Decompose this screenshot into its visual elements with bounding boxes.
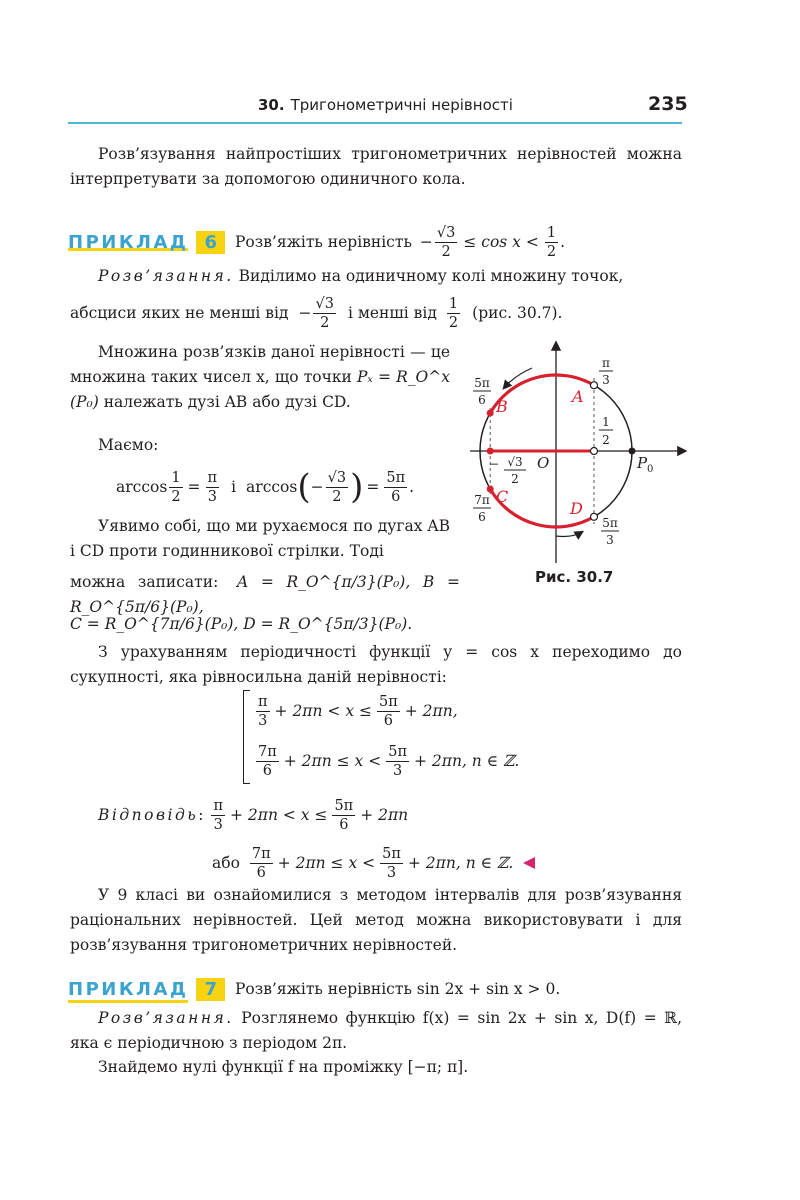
page-number: 235 xyxy=(648,93,688,115)
ineq-end: . xyxy=(560,232,565,251)
frac-num: 7π xyxy=(251,845,271,862)
answer-row2 xyxy=(212,840,535,886)
solution6-line2 xyxy=(70,290,682,336)
label-D: D xyxy=(570,499,583,518)
point-A xyxy=(591,382,598,389)
frac-den: 2 xyxy=(332,488,342,505)
sys2-frac-b xyxy=(386,743,409,780)
answer-colon: : xyxy=(198,806,204,824)
set-paragraph xyxy=(70,340,450,415)
ineq-frac-1-2 xyxy=(545,224,558,261)
arccos-minus: − xyxy=(310,478,324,496)
sys1-frac-a xyxy=(256,693,270,730)
eq2: = xyxy=(366,478,380,496)
point-minus-sqrt3 xyxy=(487,448,494,455)
label-P0-sub: 0 xyxy=(647,464,654,475)
paren-open: ( xyxy=(297,467,311,507)
ineq-frac-sqrt3-2 xyxy=(435,224,457,261)
ineq-minus: − xyxy=(419,232,433,251)
solution7-text: Розглянемо функцію f(x) = sin 2x + sin x, D(f) = ℝ, яка є періодичною з періодом 2π. xyxy=(70,1009,682,1052)
example7-heading xyxy=(68,974,688,1004)
frac-num: π xyxy=(213,797,223,814)
imagine-paragraph: Уявимо собі, що ми рухаємося по дугах AB і CD проти годинникової стрілки. Тоді xyxy=(70,517,450,560)
solution6-line1 xyxy=(70,264,682,289)
frac-den: 2 xyxy=(441,243,451,260)
grade9-paragraph: У 9 класі ви ознайомилися з методом інтервалів для розв’язування раціональних нерівностей. Цей метод можна використовувати і для розв’язування тригонометричних нерівностей. xyxy=(70,886,682,954)
tick-msqrt-den: 2 xyxy=(511,472,519,486)
frac-den: 6 xyxy=(256,864,266,881)
ineq-middle: ≤ cos x < xyxy=(463,232,539,251)
set-text: Множина розв’язків даної нерівності — це множина таких чисел x, що точки xyxy=(70,343,450,386)
example7-number: 7 xyxy=(196,978,225,1001)
label-C: C xyxy=(496,487,509,506)
set-formula: Pₓ = R_O^x (P₀) xyxy=(70,368,450,411)
answer-or: або xyxy=(212,854,240,872)
sol6-text-b: і менші від xyxy=(347,303,437,322)
zeros-paragraph: Знайдемо нулі функції f на проміжку [−π; π]. xyxy=(98,1058,469,1076)
figure-caption: Рис. 30.7 xyxy=(535,568,614,586)
paren-close: ) xyxy=(350,467,364,507)
arccos-dot: . xyxy=(409,478,415,496)
frac-den: 6 xyxy=(339,816,349,833)
frac-den: 2 xyxy=(320,314,330,331)
frac-num: 1 xyxy=(171,469,181,486)
periodicity-paragraph: З урахуванням періодичності функції y = cos x переходимо до сукупності, яка рівносильна даній нерівності: xyxy=(70,643,682,686)
sol6-minus: − xyxy=(298,303,312,322)
answer-label: Відповідь xyxy=(98,806,199,824)
frac-den: 6 xyxy=(262,762,272,779)
system-row2 xyxy=(254,738,519,784)
arccos-frac-pi3 xyxy=(206,469,220,506)
intro-paragraph: Розв’язування найпростіших тригонометричних нерівностей можна інтерпретувати за допомогою одиничного кола. xyxy=(70,145,682,188)
sol6-frac-sqrt3 xyxy=(313,295,335,332)
system-row1 xyxy=(254,688,458,734)
solution-label: Розв’язання. xyxy=(98,267,234,285)
tick-msqrt-num: √3 xyxy=(507,455,523,469)
frac-den: 3 xyxy=(258,712,268,729)
tick-msqrt-sign: − xyxy=(488,457,500,471)
sys1-frac-b xyxy=(377,693,400,730)
frac-num: 5π xyxy=(378,693,398,710)
point-D xyxy=(591,513,598,520)
solution7-label: Розв’язання. xyxy=(98,1009,234,1027)
point-half xyxy=(591,448,598,455)
tick-pi3-den: 3 xyxy=(602,373,610,387)
maemo: Маємо: xyxy=(98,436,159,454)
sys2-mid: + 2πn ≤ x < xyxy=(283,752,382,770)
frac-den: 6 xyxy=(383,712,393,729)
tick-7pi6-num: 7π xyxy=(474,493,490,507)
system-bracket xyxy=(243,690,250,784)
example7-label: ПРИКЛАД xyxy=(68,978,189,1000)
tick-5pi6-den: 6 xyxy=(478,393,486,407)
points-formula-1: A = R_O^{π/3}(P₀), B = R_O^{5π/6}(P₀), xyxy=(70,573,460,616)
eq1: = xyxy=(187,478,201,496)
solution6-text: Виділимо на одиничному колі множину точок, xyxy=(238,267,624,285)
frac-num: √3 xyxy=(327,469,347,486)
frac-num: 5π xyxy=(334,797,354,814)
frac-den: 2 xyxy=(171,488,181,505)
ans1-mid: + 2πn < x ≤ xyxy=(230,806,328,824)
example7-task: Розв’яжіть нерівність sin 2x + sin x > 0. xyxy=(234,979,561,998)
frac-num: 5π xyxy=(382,845,401,862)
example6-number: 6 xyxy=(196,231,225,254)
sol6-frac-half xyxy=(447,295,460,332)
frac-num: 1 xyxy=(448,295,459,312)
section-number: 30. xyxy=(258,96,285,114)
frac-num: 1 xyxy=(546,224,557,241)
set-text2: належать дузі AB або дузі CD. xyxy=(103,393,351,411)
frac-den: 3 xyxy=(392,762,403,779)
frac-den: 6 xyxy=(391,488,401,505)
frac-den: 3 xyxy=(213,816,223,833)
arccos-1: arccos xyxy=(116,478,168,496)
frac-num: π xyxy=(207,469,218,486)
ans1-frac-b xyxy=(332,797,355,834)
sys2-frac-a xyxy=(256,743,279,780)
sys1-mid: + 2πn < x ≤ xyxy=(274,702,372,720)
tick-5pi3-den: 3 xyxy=(606,533,614,547)
tick-pi3-num: π xyxy=(602,356,610,370)
arccos-frac-half xyxy=(169,469,182,506)
tick-5pi3-num: 5π xyxy=(602,516,618,530)
arccos-line xyxy=(116,462,414,512)
ans1-end: + 2πn xyxy=(360,806,409,824)
frac-den: 2 xyxy=(448,314,459,331)
ans1-frac-a xyxy=(211,797,225,834)
ccw-arrow-bottom xyxy=(556,532,582,537)
point-B xyxy=(487,410,494,417)
ans2-frac-a xyxy=(250,845,273,882)
tick-half-den: 2 xyxy=(602,433,610,447)
sys2-end: + 2πn, n ∈ ℤ. xyxy=(413,752,520,770)
point-C xyxy=(487,486,494,493)
section-title: Тригонометричні нерівності xyxy=(290,96,513,114)
frac-num: 7π xyxy=(258,743,277,760)
example6-task: Розв’яжіть нерівність xyxy=(234,232,412,251)
sol6-text-c: (рис. 30.7). xyxy=(472,303,563,322)
arccos-frac-5pi6 xyxy=(384,469,407,506)
unit-circle-figure xyxy=(460,338,690,568)
tick-half-num: 1 xyxy=(602,415,610,429)
ans2-frac-b xyxy=(380,845,403,882)
frac-num: 5π xyxy=(386,469,406,486)
frac-num: √3 xyxy=(436,224,456,241)
frac-den: 3 xyxy=(207,488,217,505)
points-line2: C = R_O^{7π/6}(P₀), D = R_O^{5π/3}(P₀). xyxy=(70,615,413,633)
label-A: A xyxy=(572,387,584,406)
frac-den: 2 xyxy=(546,243,557,260)
ans2-mid: + 2πn ≤ x < xyxy=(277,854,376,872)
running-header xyxy=(258,96,513,114)
arccos-frac-sqrt3 xyxy=(326,469,348,506)
frac-den: 3 xyxy=(386,864,397,881)
header-rule xyxy=(68,122,682,124)
example6-label: ПРИКЛАД xyxy=(68,231,189,253)
frac-num: √3 xyxy=(315,295,334,312)
sol6-text-a: абсциси яких не менші від xyxy=(70,303,289,322)
can-write: можна записати: xyxy=(70,573,219,591)
and-word: і xyxy=(231,478,237,496)
tick-7pi6-den: 6 xyxy=(478,510,486,524)
tick-5pi6-num: 5π xyxy=(474,376,490,390)
answer-row1 xyxy=(98,792,408,838)
point-P0 xyxy=(629,448,636,455)
example6-heading xyxy=(68,220,688,264)
end-of-solution-marker xyxy=(523,857,535,869)
label-B: B xyxy=(496,397,508,416)
label-P0: P xyxy=(637,454,648,472)
ans2-end: + 2πn, n ∈ ℤ. xyxy=(407,854,514,872)
arccos-2: arccos xyxy=(246,478,298,496)
frac-num: 5π xyxy=(388,743,407,760)
label-O: O xyxy=(537,454,550,472)
solution7-paragraph xyxy=(70,1006,682,1056)
sys1-end: + 2πn, xyxy=(404,702,458,720)
frac-num: π xyxy=(258,693,268,710)
